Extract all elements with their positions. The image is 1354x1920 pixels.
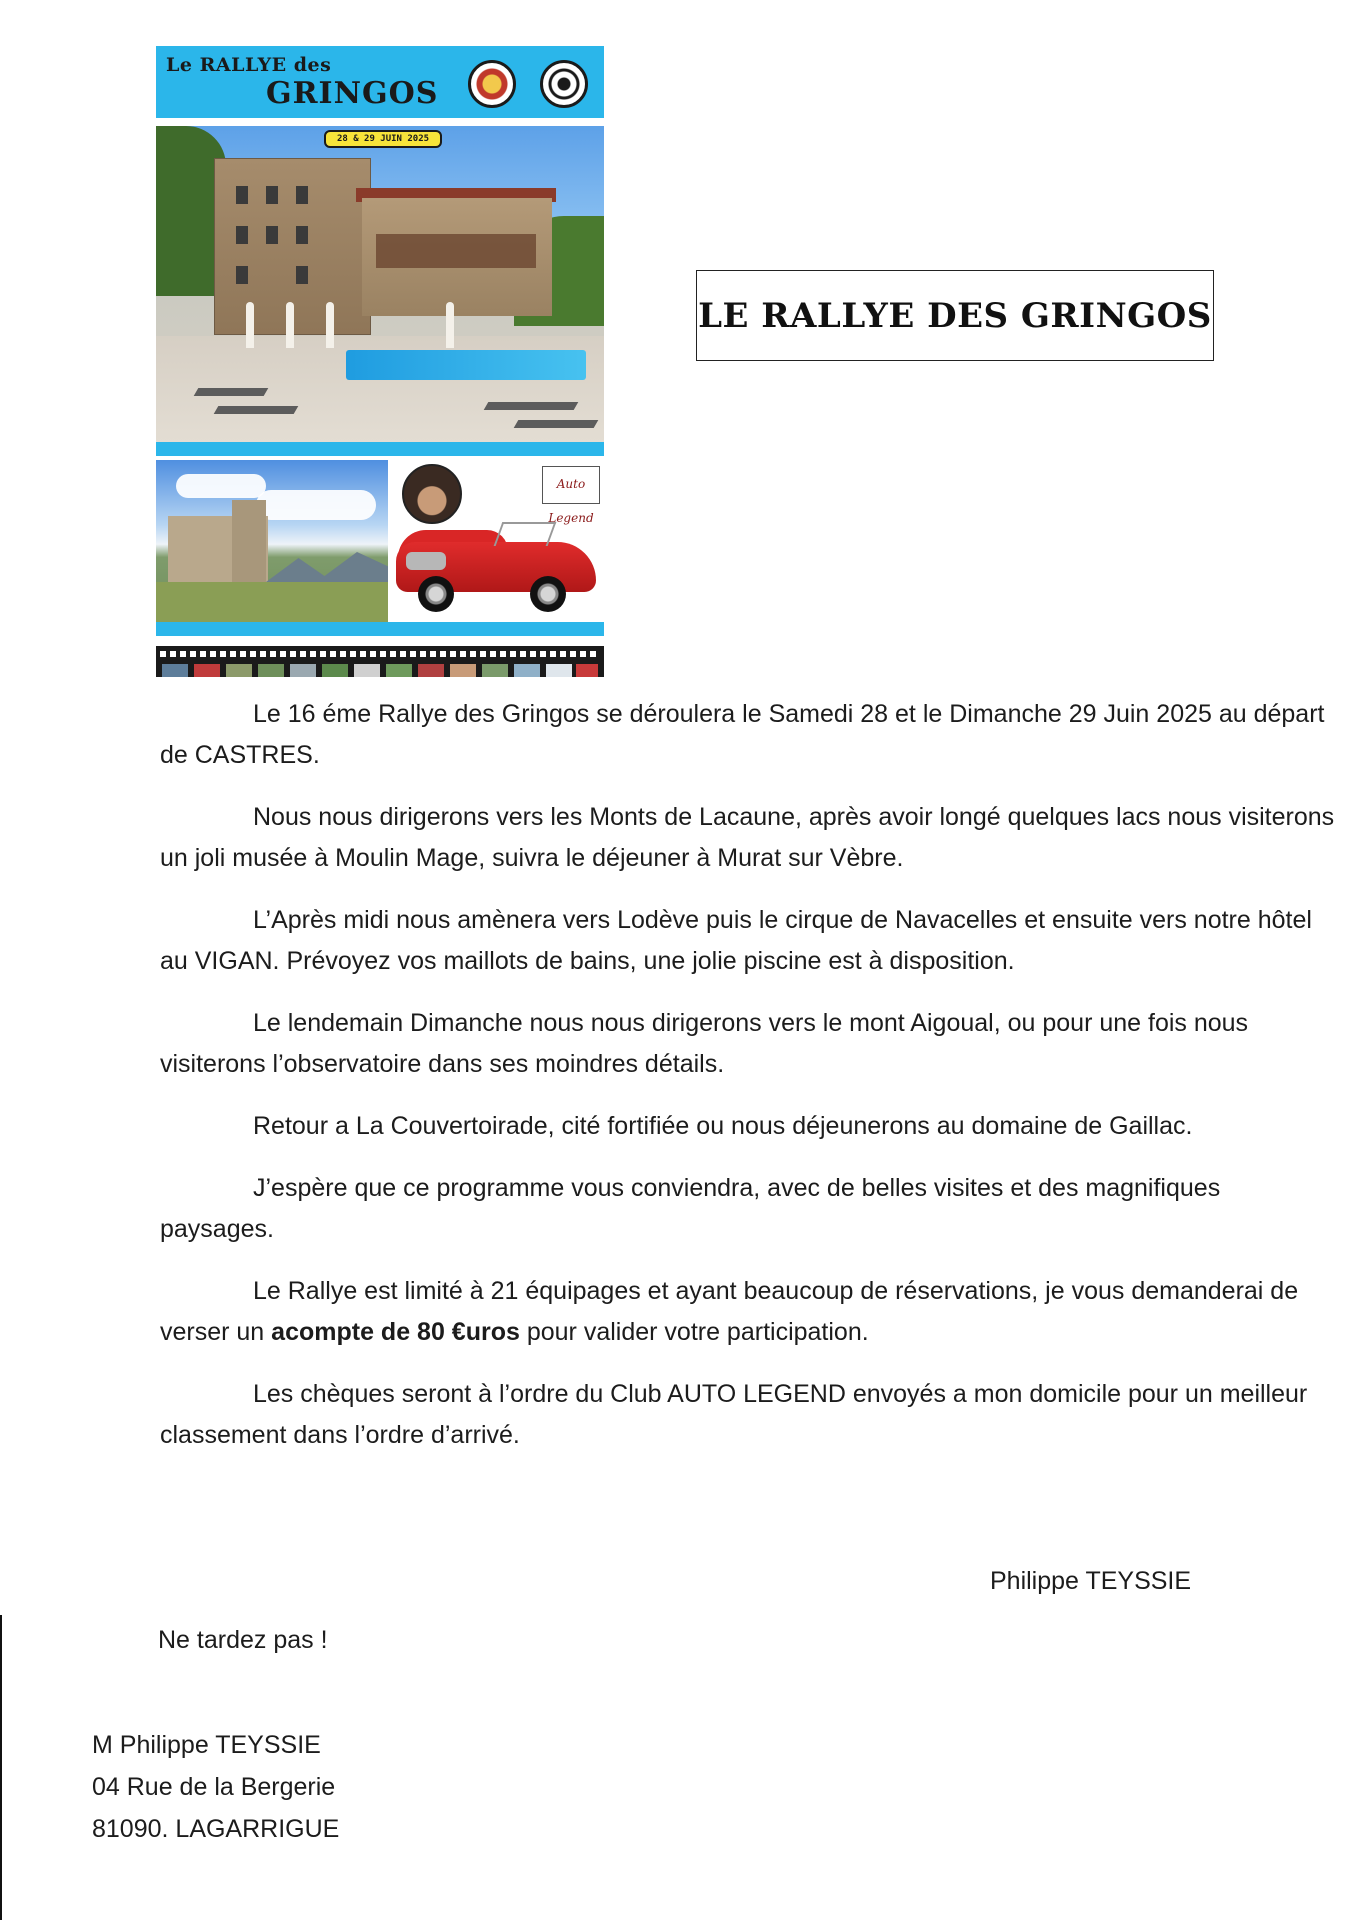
paragraph: L’Après midi nous amènera vers Lodève puis le cirque de Navacelles et ensuite vers notre hôtel au VIGAN. Prévoyez vos maillots de bains, une jolie piscine est à disposition. <box>160 906 1312 975</box>
deposit-text-after: pour valider votre participation. <box>519 1318 869 1346</box>
paragraph: Le 16 éme Rallye des Gringos se déroulera le Samedi 28 et le Dimanche 29 Juin 2025 au départ de CASTRES. <box>160 700 1325 769</box>
paragraph: Retour a La Couvertoirade, cité fortifiée ou nous déjeunerons au domaine de Gaillac. <box>253 1112 1193 1140</box>
parasol <box>326 302 334 348</box>
hotel-pool-photo <box>156 126 604 442</box>
left-edge-line <box>0 1615 2 1920</box>
rally-poster <box>156 46 604 677</box>
film-frame <box>546 664 572 677</box>
paragraph: J’espère que ce programme vous conviendra, avec de belles visites et des magnifiques paysages. <box>160 1174 1221 1243</box>
film-frame <box>162 664 188 677</box>
parasol <box>446 302 454 348</box>
grass <box>156 582 388 622</box>
film-frame <box>322 664 348 677</box>
club-badge-icon <box>468 60 516 108</box>
cloud <box>256 490 376 520</box>
hotel-window <box>236 186 248 204</box>
photo-filmstrip <box>156 646 604 677</box>
sun-lounger <box>194 388 269 396</box>
observatory-tower <box>232 500 266 582</box>
closing-line: Ne tardez pas ! <box>158 1626 328 1654</box>
sun-lounger <box>484 402 579 410</box>
wheel-icon <box>418 576 454 612</box>
steering-wheel-badge-icon <box>540 60 588 108</box>
car-windshield <box>494 522 557 546</box>
hotel-window <box>296 186 308 204</box>
address-line: 81090. LAGARRIGUE <box>92 1815 340 1843</box>
car-photo <box>388 460 604 622</box>
car-grille <box>406 552 446 570</box>
film-holes <box>160 651 600 657</box>
paragraph: Nous nous dirigerons vers les Monts de Lacaune, après avoir longé quelques lacs nous visiterons un joli musée à Moulin Mage, suivra le déjeuner à Murat sur Vèbre. <box>160 803 1335 872</box>
cheque-paragraph: Les chèques seront à l’ordre du Club AUTO LEGEND envoyés a mon domicile pour un meilleur classement dans l’ordre d’arrivé. <box>160 1380 1308 1449</box>
film-frame <box>194 664 220 677</box>
swimming-pool <box>346 350 586 380</box>
signature: Philippe TEYSSIE <box>990 1567 1192 1595</box>
parasol <box>286 302 294 348</box>
hotel-window <box>236 226 248 244</box>
poster-title-line1: Le RALLYE des <box>166 54 332 76</box>
hotel-window <box>266 226 278 244</box>
deposit-paragraph <box>160 1271 1340 1353</box>
hotel-window <box>296 266 308 284</box>
deposit-amount: acompte de 80 €uros <box>271 1318 520 1346</box>
sun-lounger <box>514 420 599 428</box>
wheel-icon <box>530 576 566 612</box>
deposit-text-before: Le Rallye est limité à 21 équipages et ayant beaucoup de réservations, je vous demanderai de verser un <box>160 1277 1299 1346</box>
postal-address <box>92 1724 339 1850</box>
film-frame <box>258 664 284 677</box>
document-title: LE RALLYE DES GRINGOS <box>696 270 1214 361</box>
parasol <box>246 302 254 348</box>
film-frame <box>418 664 444 677</box>
poster-header <box>156 46 604 118</box>
film-frame <box>354 664 380 677</box>
address-line: M Philippe TEYSSIE <box>92 1731 321 1759</box>
address-line: 04 Rue de la Bergerie <box>92 1773 336 1801</box>
film-frame <box>450 664 476 677</box>
paragraph: Le lendemain Dimanche nous nous dirigerons vers le mont Aigoual, ou pour une fois nous visiterons l’observatoire dans ses moindres détails. <box>160 1009 1249 1078</box>
hotel-balcony <box>376 234 536 268</box>
date-badge: 28 & 29 JUIN 2025 <box>324 130 442 148</box>
film-frame <box>290 664 316 677</box>
sun-lounger <box>214 406 299 414</box>
film-frame <box>576 664 598 677</box>
film-frame <box>386 664 412 677</box>
auto-legend-logo: Auto Legend <box>542 466 600 504</box>
cowboy-portrait <box>402 464 462 524</box>
poster-blue-band <box>156 442 604 456</box>
poster-title-line2: GRINGOS <box>266 76 439 111</box>
observatory-photo <box>156 460 388 622</box>
letter-body <box>160 694 1340 1477</box>
film-frame <box>514 664 540 677</box>
hotel-window <box>266 186 278 204</box>
poster-blue-band <box>156 622 604 636</box>
film-frame <box>482 664 508 677</box>
hotel-window <box>296 226 308 244</box>
film-frame <box>226 664 252 677</box>
cloud <box>176 474 266 498</box>
hotel-window <box>236 266 248 284</box>
